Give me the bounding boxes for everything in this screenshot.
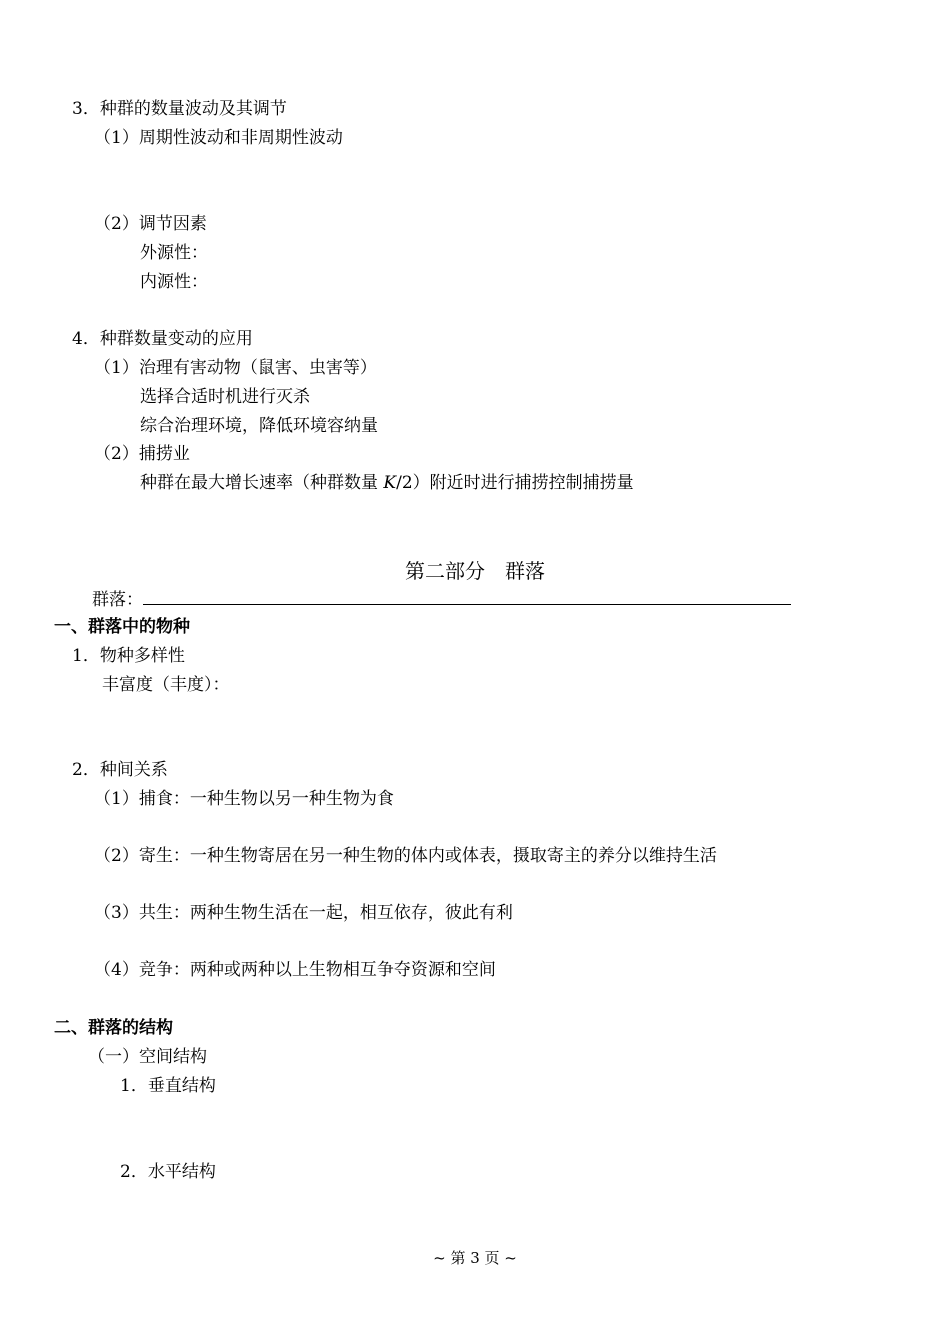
partB-vertical-structure: 1．垂直结构	[120, 1076, 216, 1096]
section4-sub2-a	[140, 472, 634, 494]
section4-heading: 4．种群数量变动的应用	[72, 329, 253, 349]
section4-sub1-b: 综合治理环境，降低环境容纳量	[140, 416, 378, 436]
community-definition-label: 群落：	[92, 590, 143, 610]
definition-blank-line	[143, 588, 791, 605]
partA-item2-parasitism: （2）寄生：一种生物寄居在另一种生物的体内或体表，摄取寄主的养分以维持生活	[94, 846, 717, 866]
partA-item2-mutualism: （3）共生：两种生物生活在一起，相互依存，彼此有利	[94, 903, 513, 923]
k-symbol: K	[383, 473, 397, 493]
partB-horizontal-structure: 2．水平结构	[120, 1162, 216, 1182]
partA-item2-competition: （4）竞争：两种或两种以上生物相互争夺资源和空间	[94, 960, 496, 980]
part2-title: 第二部分 群落	[405, 559, 545, 583]
partA-item1-richness: 丰富度（丰度）：	[102, 675, 230, 695]
partA-item1: 1．物种多样性	[72, 646, 185, 666]
partB-sub1: （一）空间结构	[88, 1047, 207, 1067]
section3-sub2-endogenous: 内源性：	[140, 272, 208, 292]
community-definition	[92, 588, 791, 610]
section3-sub1: （1）周期性波动和非周期性波动	[94, 128, 343, 148]
section3-sub2: （2）调节因素	[94, 214, 207, 234]
partA-item2-predation: （1）捕食：一种生物以另一种生物为食	[94, 789, 394, 809]
section4-sub1: （1）治理有害动物（鼠害、虫害等）	[94, 358, 377, 378]
partA-item2: 2．种间关系	[72, 760, 168, 780]
partA-heading: 一、群落中的物种	[54, 617, 190, 637]
section3-heading: 3．种群的数量波动及其调节	[72, 99, 287, 119]
section3-sub2-exogenous: 外源性：	[140, 243, 208, 263]
section4-sub2-a-after: /2）附近时进行捕捞控制捕捞量	[396, 473, 634, 493]
section4-sub2-a-before: 种群在最大增长速率（种群数量	[140, 473, 384, 493]
partB-heading: 二、群落的结构	[54, 1018, 173, 1038]
section4-sub1-a: 选择合适时机进行灭杀	[140, 387, 310, 407]
section4-sub2: （2）捕捞业	[94, 444, 190, 464]
page-number: ~ 第 3 页 ~	[433, 1249, 517, 1267]
